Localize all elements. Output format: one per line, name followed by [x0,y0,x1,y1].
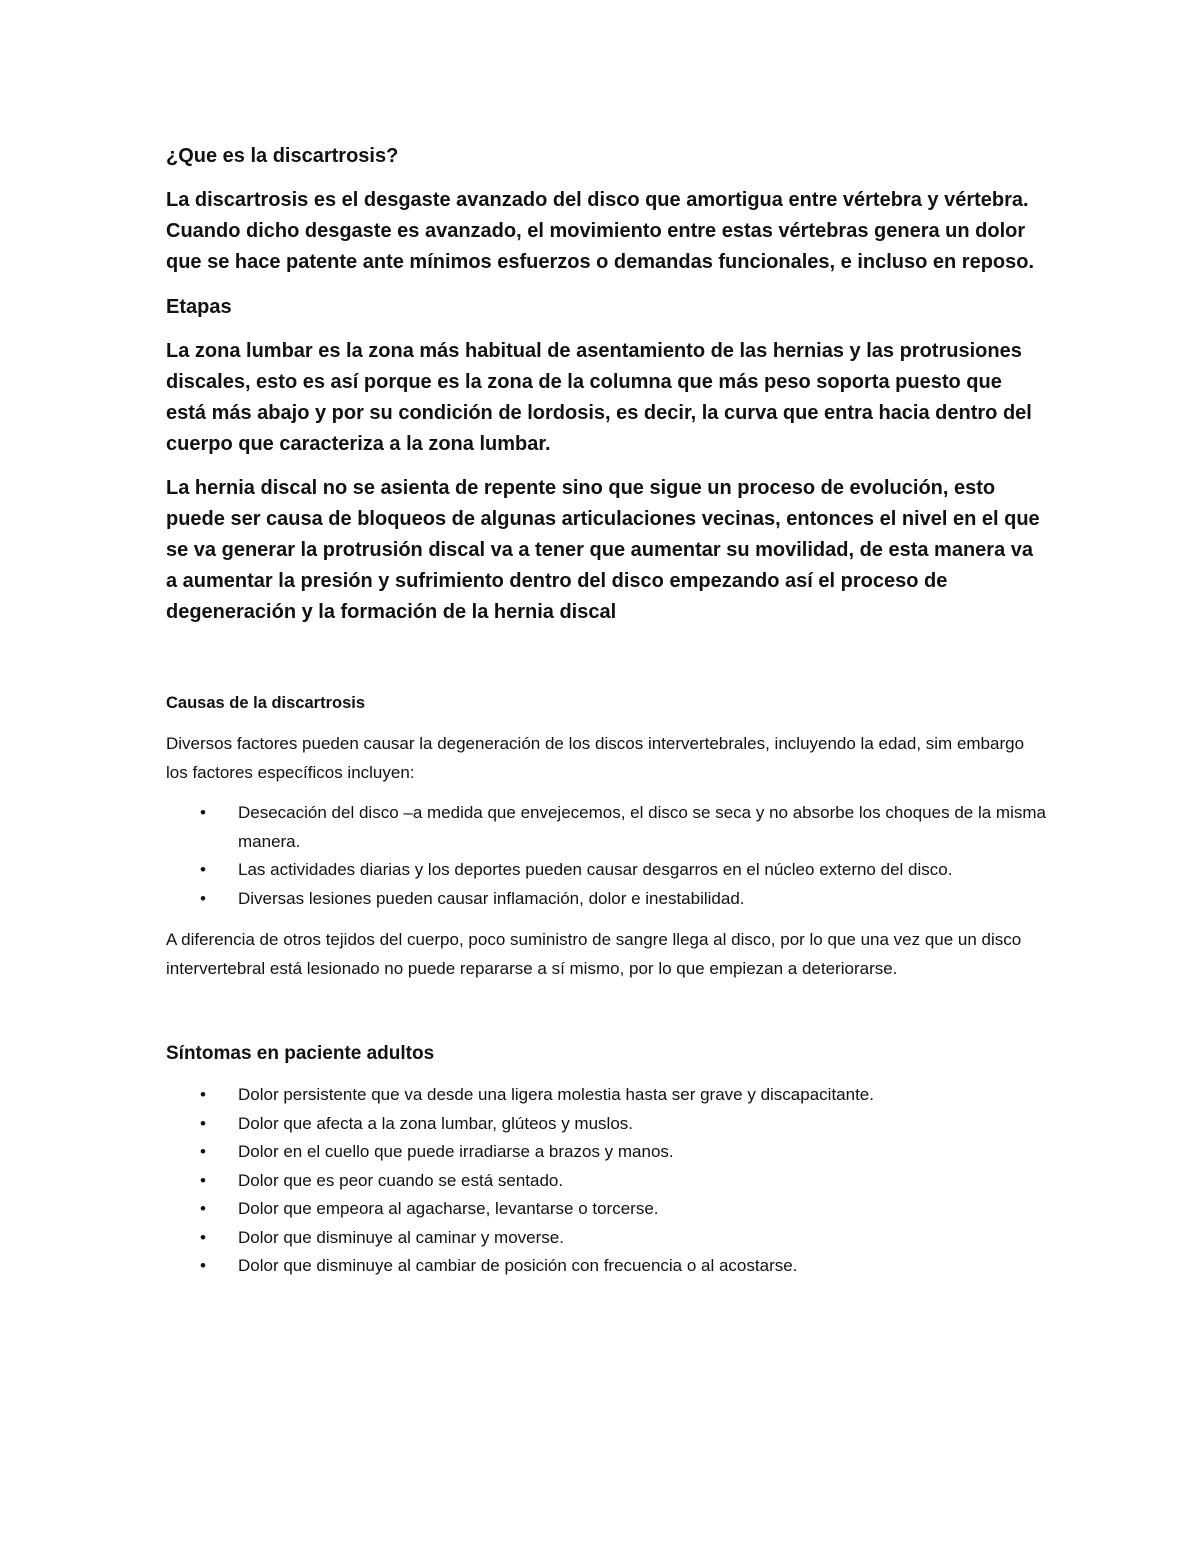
list-item-text: Dolor persistente que va desde una ligera molestia hasta ser grave y discapacitante. [238,1085,874,1104]
list-item [166,1110,1046,1139]
list-item [166,856,1046,885]
list-item [166,885,1046,914]
spacer [166,995,1046,1039]
list-item-text: Dolor que afecta a la zona lumbar, glúteos y muslos. [238,1113,633,1133]
list-item-text: Dolor en el cuello que puede irradiarse a brazos y manos. [238,1142,674,1161]
list-item [166,1195,1046,1224]
causas-heading: Causas de la discartrosis [166,694,366,712]
list-item-text: Dolor que empeora al agacharse, levantarse o torcerse. [238,1199,659,1218]
list-item-text: Las actividades diarias y los deportes pueden causar desgarros en el núcleo externo del disco. [238,860,953,879]
causas-list [166,799,1046,913]
intro-paragraph: La discartrosis es el desgaste avanzado del disco que amortigua entre vértebra y vértebra. Cuando dicho desgaste es avanzado, el movimiento entre estas vértebras genera un dolor que se hace patente ante mínimos esfuerzos o demandas funcionales, e incluso en reposo. [166,189,1035,273]
causas-intro: Diversos factores pueden causar la degeneración de los discos intervertebrales, incluyendo la edad, sim embargo los factores específicos incluyen: [166,734,1025,782]
bullet-icon: • [200,1085,206,1104]
bullet-icon: • [200,888,206,908]
causas-closing: A diferencia de otros tejidos del cuerpo, poco suministro de sangre llega al disco, por lo que una vez que un disco intervertebral está lesionado no puede repararse a sí mismo, por lo que empiezan a deteriorarse. [166,930,1022,978]
etapas-heading: Etapas [166,296,232,318]
bullet-icon: • [200,860,206,879]
list-item [166,1138,1046,1167]
bullet-icon: • [200,1256,206,1275]
list-item-text: Dolor que disminuye al caminar y moverse. [238,1227,564,1247]
list-item [166,1224,1046,1253]
bullet-icon: • [200,1199,206,1218]
list-item-text: Dolor que disminuye al cambiar de posición con frecuencia o al acostarse. [238,1256,798,1275]
sintomas-list [166,1081,1046,1281]
bullet-icon: • [200,1142,206,1161]
list-item-text: Desecación del disco –a medida que envejecemos, el disco se seca y no absorbe los choques de la misma manera. [238,803,1046,851]
bullet-icon: • [200,1227,206,1247]
etapas-paragraph-2: La hernia discal no se asienta de repente sino que sigue un proceso de evolución, esto puede ser causa de bloqueos de algunas articulaciones vecinas, entonces el nivel en el que se va generar la protrusión discal va a tener que aumentar su movilidad, de esta manera va a aumentar la presión y sufrimiento dentro del disco empezando así el proceso de degeneración y la formación de la hernia discal [166,477,1040,623]
list-item [166,1081,1046,1110]
document-page [166,140,1046,1293]
sintomas-heading: Síntomas en paciente adultos [166,1043,435,1064]
bullet-icon: • [200,803,206,822]
list-item-text: Dolor que es peor cuando se está sentado. [238,1170,564,1190]
spacer [166,641,1046,689]
list-item [166,1252,1046,1281]
question-title: ¿Que es la discartrosis? [166,145,399,167]
bullet-icon: • [200,1113,206,1133]
list-item-text: Diversas lesiones pueden causar inflamación, dolor e inestabilidad. [238,888,745,908]
list-item [166,799,1046,856]
list-item [166,1167,1046,1196]
etapas-paragraph-1: La zona lumbar es la zona más habitual de asentamiento de las hernias y las protrusiones discales, esto es así porque es la zona de la columna que más peso soporta puesto que está más abajo y por su condición de lordosis, es decir, la curva que entra hacia dentro del cuerpo que caracteriza a la zona lumbar. [166,340,1032,455]
bullet-icon: • [200,1170,206,1190]
